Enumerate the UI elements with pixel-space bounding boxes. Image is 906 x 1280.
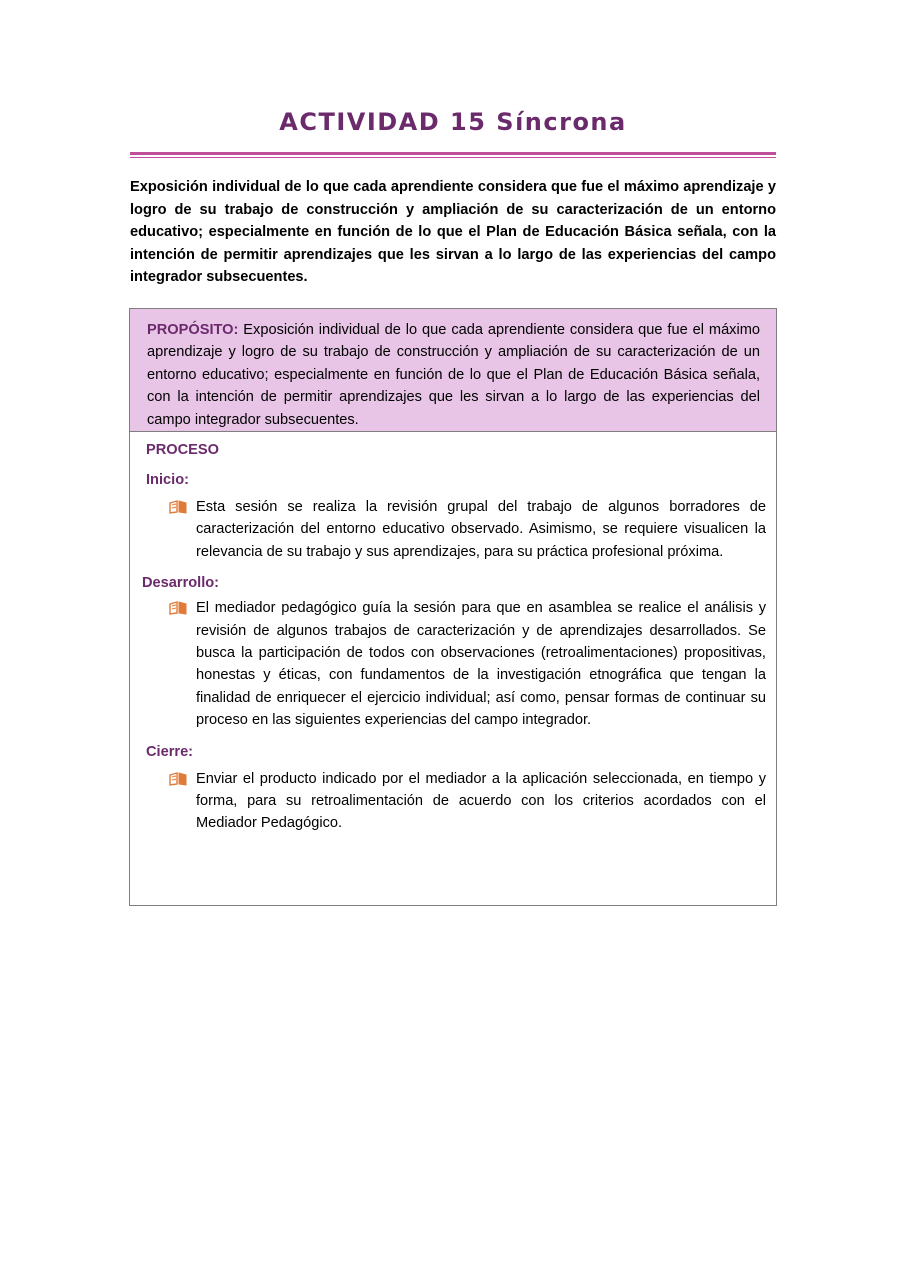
- section-heading-desarrollo: Desarrollo:: [142, 575, 220, 592]
- page-title: ACTIVIDAD 15 Síncrona: [279, 108, 627, 136]
- intro-paragraph: Exposición individual de lo que cada aprendiente considera que fue el máximo aprendizaje y logro de su trabajo de construcción y ampliación de su caracterización de un entorno educativo; especialmente en función de lo que el Plan de Educación Básica señala, con la intención de permitir aprendizajes que les sirvan a lo largo de las experiencias del campo integrador subsecuentes.: [130, 179, 776, 285]
- book-bullet-icon: [168, 597, 188, 619]
- list-item-cierre: [146, 768, 766, 835]
- section-heading-cierre: Cierre:: [146, 743, 194, 760]
- list-item-text: Enviar el producto indicado por el mediador a la aplicación seleccionada, en tiempo y forma, para su retroalimentación de acuerdo con los criterios acordados con el Mediador Pedagógico.: [196, 770, 766, 832]
- process-cell: [130, 442, 776, 835]
- purpose-text: Exposición individual de lo que cada aprendiente considera que fue el máximo aprendizaje y logro de su trabajo de construcción y ampliación de su caracterización de un entorno educativo; especialmente en función de lo que el Plan de Educación Básica señala, con la intención de permitir aprendizajes que les sirvan a lo largo de las experiencias del campo integrador subsecuentes.: [147, 322, 760, 428]
- book-bullet-icon: [168, 496, 188, 518]
- list-item-text: Esta sesión se realiza la revisión grupal del trabajo de algunos borradores de caracterización del entorno educativo observado. Asimismo, se requiere visualicen la relevancia de su trabajo y sus aprendizajes, para su práctica profesional próxima.: [196, 499, 766, 560]
- purpose-label: PROPÓSITO:: [147, 322, 239, 338]
- list-item-text: El mediador pedagógico guía la sesión para que en asamblea se realice el análisis y revisión de algunos trabajos de caracterización y de aprendizajes desarrollados. Se busca la participación de todos con observaciones (retroalimentaciones) propositivas, honestas y éticas, con fundamentos de la investigación etnográfica que tengan la finalidad de enriquecer el ejercicio individual; así como, pensar formas de continuar su proceso en las siguientes experiencias del campo integrador.: [196, 600, 766, 729]
- title-underline-thin: [130, 157, 776, 158]
- title-underline: [130, 152, 776, 155]
- section-heading-inicio: Inicio:: [146, 472, 189, 488]
- list-item-desarrollo: [146, 597, 766, 731]
- book-bullet-icon: [168, 768, 188, 790]
- purpose-cell: [130, 309, 776, 432]
- activity-table: [129, 308, 777, 906]
- process-heading: PROCESO: [146, 442, 219, 458]
- list-item-inicio: [146, 496, 766, 563]
